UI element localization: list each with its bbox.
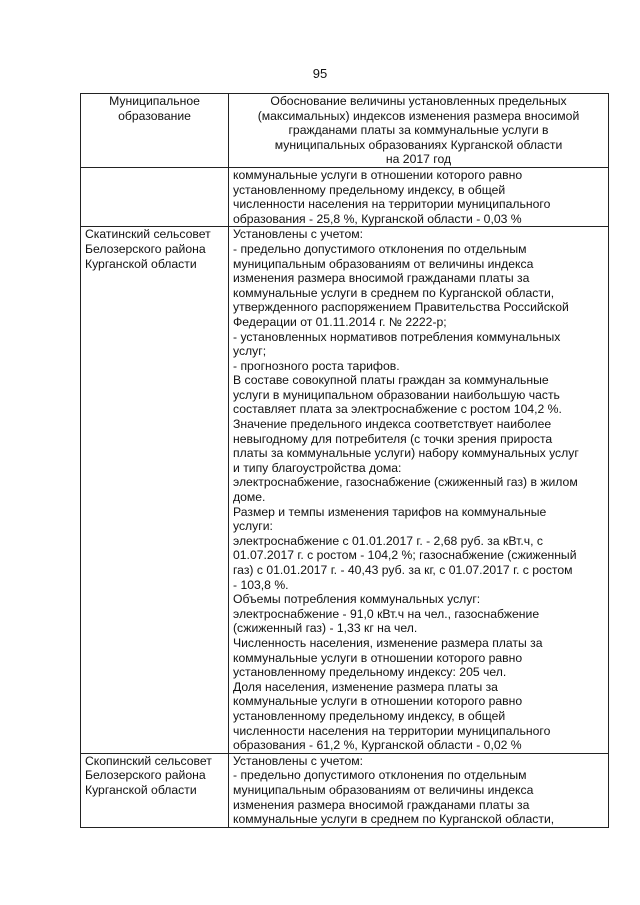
text-line: (максимальных) индексов изменения размера вносимой bbox=[257, 108, 580, 123]
text-line: составляет плата за электроснабжение с ростом 104,2 %. bbox=[233, 402, 562, 417]
text-line: Обоснование величины установленных предельных bbox=[270, 94, 567, 108]
text-line: установленному предельному индексу, в общей bbox=[233, 182, 506, 197]
text-line: на 2017 год bbox=[385, 152, 452, 167]
text-line: газ) с 01.01.2017 г. - 40,43 руб. за кг, с 01.07.2017 г. с ростом bbox=[233, 563, 573, 577]
justification-cell bbox=[229, 227, 609, 753]
text-line: Объемы потребления коммунальных услуг: bbox=[233, 592, 481, 607]
text-line: численности населения на территории муниципального bbox=[233, 197, 551, 212]
text-line: образования - 25,8 %, Курганской области - 0,03 % bbox=[233, 211, 522, 226]
text-line: установленному предельному индексу, в общей bbox=[233, 708, 506, 723]
text-line: - установленных нормативов потребления коммунальных bbox=[233, 329, 561, 344]
text-line: установленному предельному индексу: 205 чел. bbox=[233, 665, 507, 680]
text-line: услуги: bbox=[233, 519, 273, 534]
text-line: муниципальным образованиям от величины индекса bbox=[233, 256, 534, 271]
table-header-row bbox=[81, 94, 609, 168]
text-line: услуги в муниципальном образовании наибольшую часть bbox=[233, 387, 560, 402]
text-line: (сжиженный газ) - 1,33 кг на чел. bbox=[233, 621, 418, 636]
text-line: коммунальные услуги в отношении которого равно bbox=[233, 650, 523, 665]
text-line: Установлены с учетом: bbox=[233, 753, 363, 768]
text-line: Размер и темпы изменения тарифов на коммунальные bbox=[233, 504, 547, 519]
text-line: платы за коммунальные услуги) набору коммунальных услуг bbox=[233, 446, 579, 461]
text-line: изменения размера вносимой гражданами платы за bbox=[233, 797, 530, 812]
text-line: В составе совокупной платы граждан за коммунальные bbox=[233, 373, 549, 388]
text-line: гражданами платы за коммунальные услуги в bbox=[288, 123, 549, 138]
text-line: 01.07.2017 г. с ростом - 104,2 %; газоснабжение (сжиженный bbox=[233, 548, 577, 563]
text-line: коммунальные услуги в среднем по Курганской области, bbox=[233, 285, 555, 300]
text-line: коммунальные услуги в среднем по Курганской области, bbox=[233, 812, 555, 827]
text-line: коммунальные услуги в отношении которого равно bbox=[233, 167, 523, 182]
text-line: услуг; bbox=[233, 344, 267, 359]
text-line: Доля населения, изменение размера платы за bbox=[233, 679, 498, 694]
text-line: Установлены с учетом: bbox=[233, 227, 363, 242]
text-line: - прогнозного роста тарифов. bbox=[233, 358, 400, 373]
text-line: Численность населения, изменение размера платы за bbox=[233, 635, 543, 650]
continuation-row bbox=[81, 167, 609, 226]
text-line: - предельно допустимого отклонения по отдельным bbox=[233, 768, 527, 783]
text-line: утвержденного распоряжением Правительства Российской bbox=[233, 300, 569, 315]
text-line: муниципальным образованиям от величины индекса bbox=[233, 782, 534, 797]
table-row bbox=[81, 753, 609, 827]
text-line: невыгодному для потребителя (с точки зрения прироста bbox=[233, 431, 553, 446]
text-line: Федерации от 01.11.2014 г. № 2222-р; bbox=[233, 314, 447, 329]
header-justification bbox=[229, 94, 609, 168]
text-line: электроснабжение с 01.01.2017 г. - 2,68 руб. за кВт.ч, с bbox=[233, 533, 543, 548]
text-line: - предельно допустимого отклонения по отдельным bbox=[233, 241, 527, 256]
justification-table bbox=[80, 93, 609, 828]
continuation-municipality-cell bbox=[81, 167, 229, 226]
municipality-cell: Скатинский сельсовет Белозерского района Курганской области bbox=[81, 227, 229, 753]
text-line: электроснабжение, газоснабжение (сжиженный газ) в жилом bbox=[233, 475, 578, 490]
text-line: численности населения на территории муниципального bbox=[233, 723, 551, 738]
table-row bbox=[81, 227, 609, 753]
page-number: 95 bbox=[312, 66, 328, 81]
municipality-cell: Скопинский сельсовет Белозерского района Курганской области bbox=[81, 753, 229, 827]
text-line: изменения размера вносимой гражданами платы за bbox=[233, 271, 530, 286]
text-line: и типу благоустройства дома: bbox=[233, 460, 402, 475]
text-line: образования - 61,2 %, Курганской области - 0,02 % bbox=[233, 738, 522, 753]
text-line: электроснабжение - 91,0 кВт.ч на чел., газоснабжение bbox=[233, 606, 540, 621]
text-line: муниципальных образованиях Курганской области bbox=[274, 137, 563, 152]
text-line: Значение предельного индекса соответствует наиболее bbox=[233, 417, 552, 432]
continuation-text-cell bbox=[229, 167, 609, 226]
text-line: коммунальные услуги в отношении которого равно bbox=[233, 694, 523, 709]
justification-cell bbox=[229, 753, 609, 827]
header-municipality: Муниципальное образование bbox=[81, 94, 229, 168]
text-line: - 103,8 %. bbox=[233, 577, 289, 592]
text-line: доме. bbox=[233, 490, 266, 505]
